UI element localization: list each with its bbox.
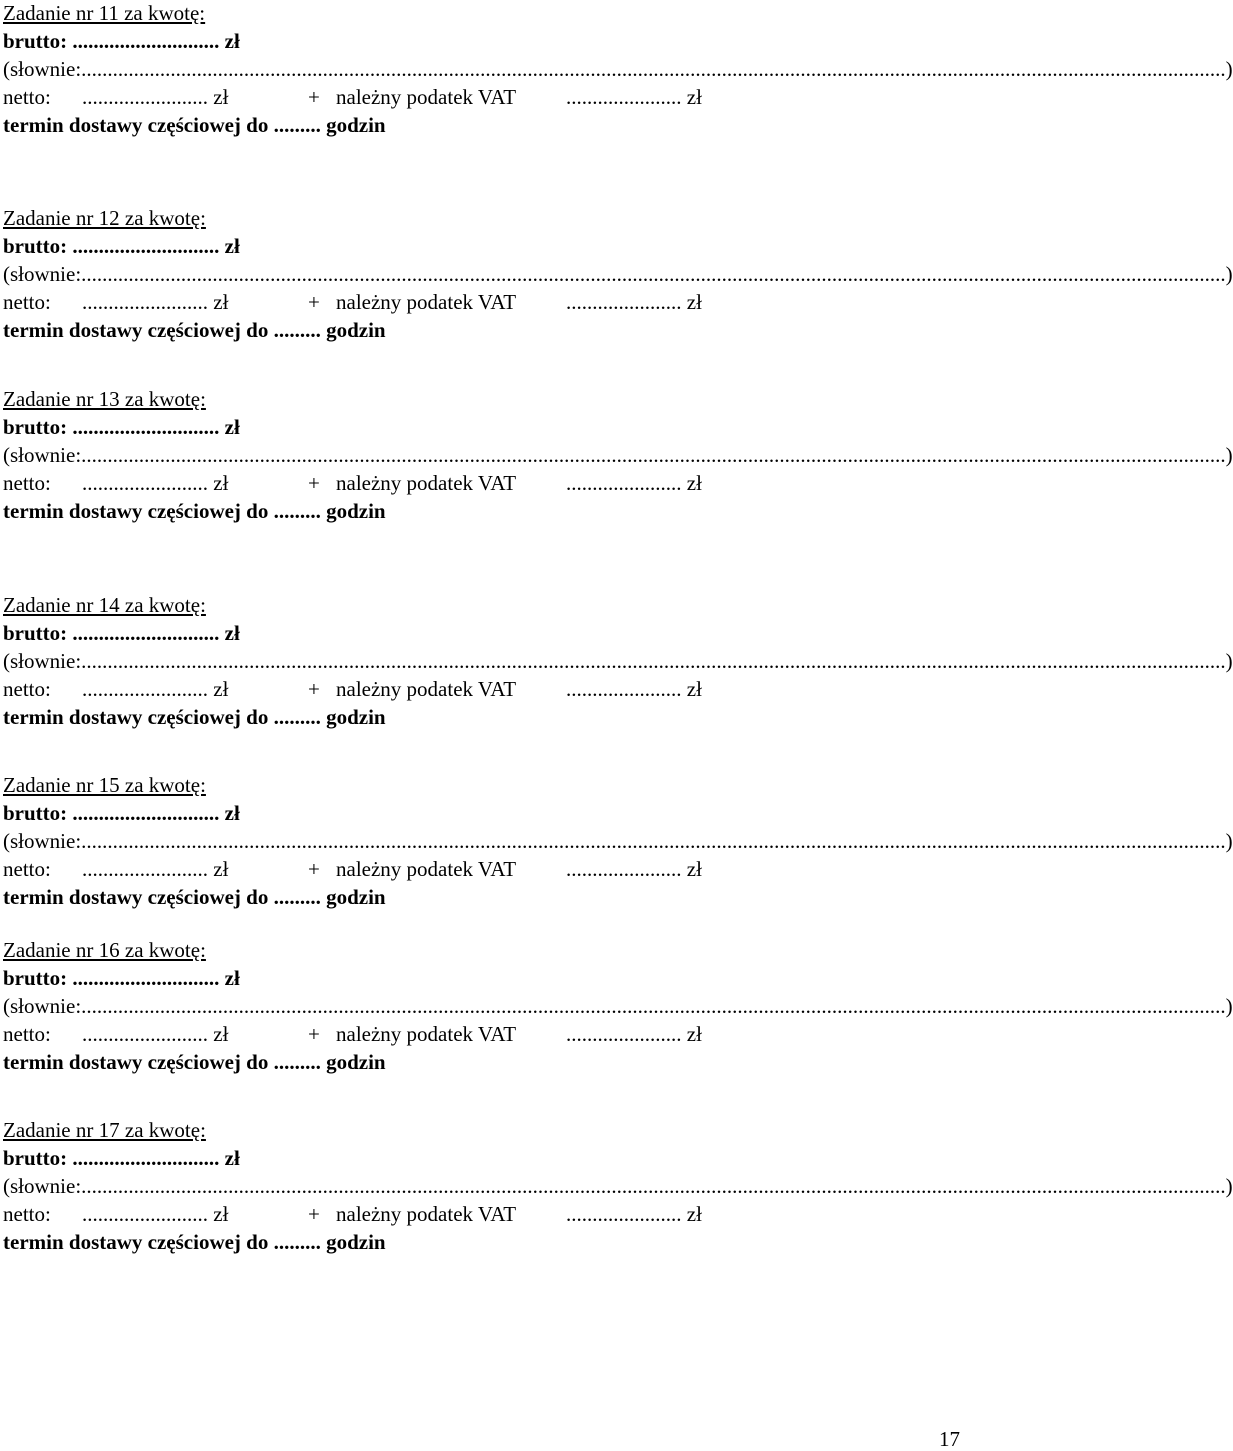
vat-label: należny podatek VAT: [336, 857, 517, 881]
slownie-label: (słownie:: [3, 262, 82, 286]
netto-label: netto:: [3, 677, 51, 701]
netto-line: [3, 1022, 763, 1046]
vat-label: należny podatek VAT: [336, 290, 517, 314]
slownie-end: ): [1225, 443, 1233, 467]
vat-label: należny podatek VAT: [336, 471, 517, 495]
netto-value: ........................ zł: [82, 1202, 229, 1226]
netto-line: [3, 290, 763, 314]
slownie-label: (słownie:: [3, 994, 82, 1018]
vat-value: ...................... zł: [566, 677, 702, 701]
vat-label: należny podatek VAT: [336, 85, 517, 109]
slownie-line: [3, 443, 1233, 467]
slownie-label: (słownie:: [3, 649, 82, 673]
netto-plus: +: [308, 677, 320, 701]
task-title: Zadanie nr 13 za kwotę:: [3, 387, 206, 411]
vat-value: ...................... zł: [566, 857, 702, 881]
brutto-line: brutto: ............................ zł: [3, 801, 240, 825]
netto-value: ........................ zł: [82, 857, 229, 881]
netto-label: netto:: [3, 1202, 51, 1226]
netto-value: ........................ zł: [82, 85, 229, 109]
task-title: Zadanie nr 14 za kwotę:: [3, 593, 206, 617]
netto-line: [3, 1202, 763, 1226]
termin-line: termin dostawy częściowej do ......... godzin: [3, 499, 386, 523]
termin-line: termin dostawy częściowej do ......... godzin: [3, 705, 386, 729]
slownie-dots: ..........................................................................................................................................................................................................................: [81, 57, 1226, 81]
slownie-end: ): [1225, 829, 1233, 853]
slownie-line: [3, 829, 1233, 853]
brutto-line: brutto: ............................ zł: [3, 1146, 240, 1170]
slownie-line: [3, 994, 1233, 1018]
page-number: 17: [939, 1427, 960, 1451]
slownie-line: [3, 262, 1233, 286]
vat-label: należny podatek VAT: [336, 1022, 517, 1046]
slownie-line: [3, 649, 1233, 673]
netto-line: [3, 85, 763, 109]
slownie-end: ): [1225, 649, 1233, 673]
slownie-end: ): [1225, 57, 1233, 81]
slownie-dots: ..........................................................................................................................................................................................................................: [81, 829, 1226, 853]
slownie-label: (słownie:: [3, 57, 82, 81]
slownie-dots: ..........................................................................................................................................................................................................................: [81, 1174, 1226, 1198]
termin-line: termin dostawy częściowej do ......... godzin: [3, 1230, 386, 1254]
netto-label: netto:: [3, 471, 51, 495]
slownie-dots: ..........................................................................................................................................................................................................................: [81, 262, 1226, 286]
termin-line: termin dostawy częściowej do ......... godzin: [3, 318, 386, 342]
netto-value: ........................ zł: [82, 290, 229, 314]
slownie-line: [3, 1174, 1233, 1198]
vat-label: należny podatek VAT: [336, 677, 517, 701]
slownie-end: ): [1225, 262, 1233, 286]
slownie-label: (słownie:: [3, 443, 82, 467]
netto-label: netto:: [3, 857, 51, 881]
slownie-line: [3, 57, 1233, 81]
netto-plus: +: [308, 1202, 320, 1226]
netto-label: netto:: [3, 85, 51, 109]
netto-label: netto:: [3, 1022, 51, 1046]
task-title: Zadanie nr 16 za kwotę:: [3, 938, 206, 962]
slownie-label: (słownie:: [3, 829, 82, 853]
netto-plus: +: [308, 857, 320, 881]
vat-value: ...................... zł: [566, 290, 702, 314]
vat-value: ...................... zł: [566, 471, 702, 495]
slownie-end: ): [1225, 994, 1233, 1018]
task-title: Zadanie nr 12 za kwotę:: [3, 206, 206, 230]
netto-label: netto:: [3, 290, 51, 314]
brutto-line: brutto: ............................ zł: [3, 234, 240, 258]
netto-value: ........................ zł: [82, 1022, 229, 1046]
task-title: Zadanie nr 11 za kwotę:: [3, 1, 206, 25]
vat-value: ...................... zł: [566, 85, 702, 109]
brutto-line: brutto: ............................ zł: [3, 29, 240, 53]
task-title: Zadanie nr 15 za kwotę:: [3, 773, 206, 797]
netto-plus: +: [308, 85, 320, 109]
netto-value: ........................ zł: [82, 677, 229, 701]
vat-label: należny podatek VAT: [336, 1202, 517, 1226]
brutto-line: brutto: ............................ zł: [3, 415, 240, 439]
netto-plus: +: [308, 1022, 320, 1046]
netto-line: [3, 857, 763, 881]
slownie-dots: ..........................................................................................................................................................................................................................: [81, 649, 1226, 673]
vat-value: ...................... zł: [566, 1022, 702, 1046]
netto-value: ........................ zł: [82, 471, 229, 495]
netto-plus: +: [308, 471, 320, 495]
vat-value: ...................... zł: [566, 1202, 702, 1226]
netto-line: [3, 677, 763, 701]
slownie-dots: ..........................................................................................................................................................................................................................: [81, 443, 1226, 467]
termin-line: termin dostawy częściowej do ......... godzin: [3, 885, 386, 909]
task-title: Zadanie nr 17 za kwotę:: [3, 1118, 206, 1142]
brutto-line: brutto: ............................ zł: [3, 966, 240, 990]
slownie-end: ): [1225, 1174, 1233, 1198]
termin-line: termin dostawy częściowej do ......... godzin: [3, 113, 386, 137]
termin-line: termin dostawy częściowej do ......... godzin: [3, 1050, 386, 1074]
brutto-line: brutto: ............................ zł: [3, 621, 240, 645]
slownie-label: (słownie:: [3, 1174, 82, 1198]
netto-plus: +: [308, 290, 320, 314]
slownie-dots: ..........................................................................................................................................................................................................................: [81, 994, 1226, 1018]
netto-line: [3, 471, 763, 495]
